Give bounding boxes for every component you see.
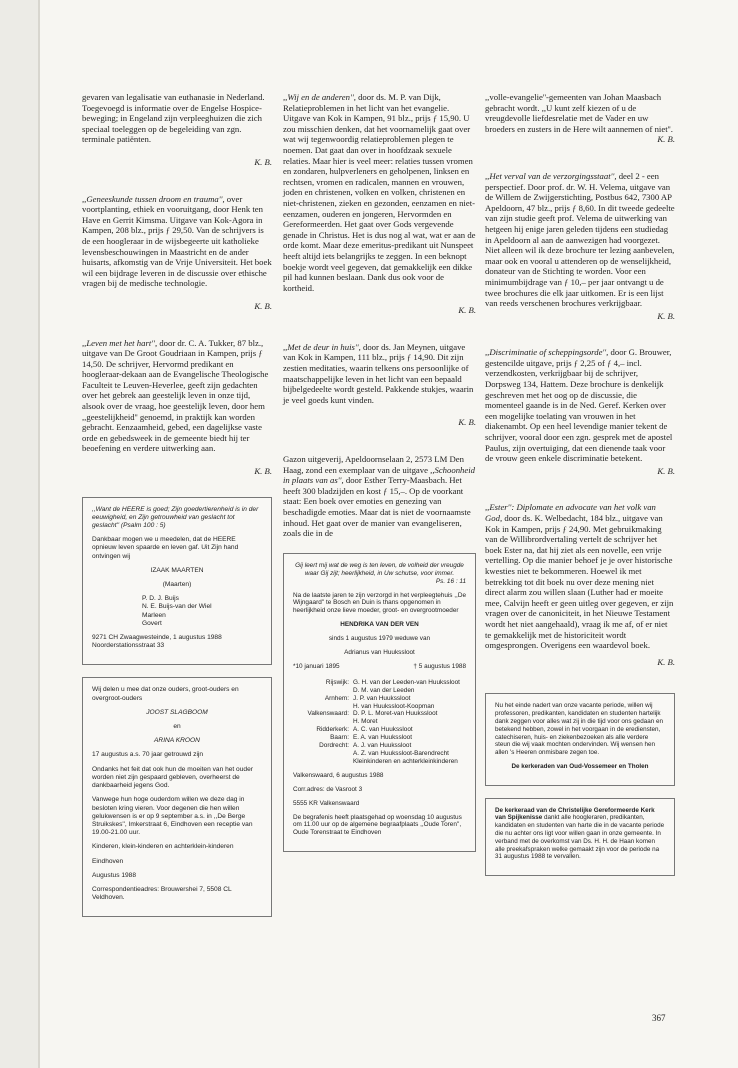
column-1 bbox=[82, 92, 272, 929]
family-place bbox=[293, 758, 349, 766]
family-place bbox=[293, 687, 349, 695]
family-place: Dordrecht: bbox=[319, 742, 349, 750]
parents-list bbox=[142, 595, 262, 628]
column-2 bbox=[283, 92, 476, 864]
article-signature: K. B. bbox=[254, 466, 272, 477]
anniversary-announcement bbox=[82, 677, 272, 917]
family-names: E. A. van Huukssloot bbox=[353, 734, 412, 742]
family-place: Baarn: bbox=[330, 734, 349, 742]
birth-date: *10 januari 1895 bbox=[293, 662, 340, 670]
family-list bbox=[293, 679, 466, 766]
article-body: gevaren van legalisatie van euthanasie in Nederland. Toegevoegd is informatie over de Engelse Hospice-beweging; in Engeland zijn verpleeghuizen die zich speciaal toeleggen op de begeleiding van zgn. terminale patiënten. bbox=[82, 92, 265, 145]
article-title: ,,Wij en de anderen'', bbox=[283, 92, 356, 102]
article-body: door dr. C. A. Tukker, 87 blz., uitgave van De Groot Goudriaan in Kampen, prijs ƒ 14,50. De schrijver, Hervormd predikant en hoogleraar-dekaan aan de Evangelische Theologische Faculteit te Leuven-Heverlee, geeft zijn gedachten over het gebrek aan geestelijk leven in onze tijd, alsook over de vraag, hoe geestelijk leven, door hem ,,geestelijkheid'' genoemd, in praktijk kan worden gebracht. Eenzaamheid, gebed, een dagelijkse vaste orde en gebedsweek in de gemeente biedt hij ter beoefening en verdere uitwerking aan. bbox=[82, 337, 269, 454]
article-body: door ds. K. Welbedacht, 184 blz., uitgave van Kok in Kampen, prijs ƒ 24,90. Met gebruikmaking van de Willibrordvertaling vertelt de schrijver het boek Ester na, dat hij ziet als een novelle, een vrije vertelling. Op die manier behoef je je over historische kwesties niet te bekommeren. Hoewel ik met betrekking tot dit boek nu over deze mening niet direct alarm zou willen slaan (Luther had er moeite mee, Calvijn heeft er geen uitleg over gegeven, er zijn vragen over de canoniciteit, in het Nieuwe Testament wordt het niet aangehaald), vraag ik me af, of er niet te gemakkelijk met de historiciteit wordt omgesprongen. Overigens een waardevol boek. bbox=[485, 513, 674, 651]
announcement-body: dankt alle hoogleraren, predikanten, kandidaten en studenten van harte die in de vacante periode die nu achter ons ligt voor willen gaan in onze gemeente. In verband met de overkomst van Ds. H. H. de Haan komen alle preekafspraken welke gemaakt zijn voor de periode na 31 augustus 1988 te vervallen. bbox=[495, 814, 665, 861]
couple-and: en bbox=[173, 723, 181, 731]
article-body: door G. Brouwer, gestencilde uitgave, prijs ƒ 2,25 of ƒ 4,– incl. verzendkosten, verkrijgbaar bij de schrijver, Dorpsweg 134, Hattem. Deze brochure is denkelijk geschreven met het oog op de discussie, die momenteel gaande is in de Ned. Geref. Kerken over een mogelijke toelating van vrouwen in het diakenambt. Op een heel levendige manier tekent de schrijver, vooral door een zgn. gesprek met de apostel Paulus, zijn overtuiging, dat een dienende taak voor de vrouw geen enkele discriminatie betekent. bbox=[485, 347, 673, 464]
family-names: A. Z. van Huukssloot-Barendrecht bbox=[353, 750, 449, 757]
page-number: 367 bbox=[652, 1013, 666, 1023]
correspondence-address: Corr.adres: de Vasroot 3 bbox=[293, 785, 363, 793]
burial-info: De begrafenis heeft plaatsgehad op woensdag 10 augustus om 11.00 uur op de algemene begraafplaats ,,Oude Toren'', Oude Torenstraat te Eindhoven bbox=[293, 813, 462, 837]
article-signature: K. B. bbox=[657, 656, 675, 667]
article-discriminatie bbox=[485, 347, 675, 476]
page-gutter bbox=[0, 0, 40, 1068]
married-years: 17 augustus a.s. 70 jaar getrouwd zijn bbox=[92, 751, 204, 759]
family-names: G. H. van der Leeden-van Huukssloot bbox=[353, 678, 460, 686]
article-signature: K. B. bbox=[458, 417, 476, 428]
family-names: J. P. van Huukssloot bbox=[353, 694, 411, 702]
birth-announcement bbox=[82, 497, 272, 666]
announcement-intro: Na de laatste jaren te zijn verzorgd in het verpleegtehuis ,,De Wijngaard'' te Bosch en Duin is thans opgenomen in heerlijkheid onze lieve moeder, groot- en overgrootmoeder bbox=[293, 591, 466, 615]
family-names: Kleinkinderen en achterkleinkinderen bbox=[353, 757, 458, 765]
family-place bbox=[293, 718, 349, 726]
signed-by: Kinderen, klein-kinderen en achterklein-kinderen bbox=[92, 843, 234, 851]
article-title: ,,Met de deur in huis'', bbox=[283, 341, 361, 352]
article-geneeskunde bbox=[82, 194, 272, 312]
bible-verse: ,,Want de HEERE is goed; Zijn goedertierenheid is in der eeuwigheid, en Zijn getrouwheid van geslacht tot geslacht'' (Psalm 100 : 5) bbox=[92, 505, 259, 530]
article-body: door Esther Terry-Maasbach. Het heeft 300 bladzijden en kost ƒ 15,–. Op de voorkant staat: Een boek over emoties en genezing van beschadigde emoties. Maar dat is niet de voornaamste inhoud. Het gaat over de manier van evangeliseren, zoals die in de bbox=[283, 475, 471, 539]
parent-name: P. D. J. Buijs bbox=[142, 595, 179, 603]
family-place bbox=[293, 703, 349, 711]
article-euthanasie bbox=[82, 92, 272, 168]
article-body: door ds. Jan Meynen, uitgave van Kok in Kampen, 111 blz., prijs ƒ 14,90. Dit zijn zestien meditaties, waarin telkens ons persoonlijke of maatschappelijke leven in het licht van een bepaald bijbelgedeelte wordt gesteld. Pakkende stukjes, waarin je veel goeds kunt vinden. bbox=[283, 341, 474, 405]
sibling-name: Govert bbox=[142, 619, 162, 627]
family-names: H. van Huukssloot-Koopman bbox=[353, 702, 435, 710]
family-place: Arnhem: bbox=[324, 694, 349, 702]
announcement-body: Nu het einde nadert van onze vacante periode, willen wij professoren, predikanten, kandidaten en studenten hartelijk dank zeggen voor alles wat zij in die tijd voor ons gedaan en betekend hebben, zowel in het voorgaan in de erediensten, catechiseren, huis- en ziekenbezoeken als alle verdere steun die wij vaak mochten ondervinden. Wij wensen hen allen 's Heeren onmisbare zegen toe. bbox=[495, 702, 664, 757]
article-leven-met-het-hart bbox=[82, 338, 272, 477]
article-title: ,,Schoonheid in plaats van as'', bbox=[283, 464, 476, 486]
couple-name-husband: JOOST SLAGBOOM bbox=[146, 708, 208, 716]
article-title: ,,Leven met het hart'', bbox=[82, 337, 158, 348]
article-title: ,,Ester'': Diplomate en advocate van het volk van God, bbox=[485, 502, 656, 523]
signed-date: Augustus 1988 bbox=[92, 871, 136, 879]
announcement-heading: De kerkeraad van de Christelijke Gereformeerde Kerk van Spijkenisse bbox=[495, 806, 655, 822]
family-place: Ridderkerk: bbox=[316, 726, 349, 734]
death-announcement bbox=[283, 553, 476, 852]
article-signature: K. B. bbox=[657, 134, 675, 145]
article-continuation bbox=[485, 92, 675, 145]
family-names: A. J. van Huukssloot bbox=[353, 742, 412, 750]
child-name: IZAAK MAARTEN bbox=[150, 566, 204, 574]
article-signature: K. B. bbox=[254, 156, 272, 167]
family-place bbox=[293, 750, 349, 758]
announcement-signature: De kerkeraden van Oud-Vossemeer en Tholen bbox=[511, 762, 649, 770]
thanks-announcement-tholen bbox=[485, 693, 675, 785]
call-name: (Maarten) bbox=[162, 581, 192, 589]
article-verzorgingsstaat bbox=[485, 171, 675, 321]
column-3 bbox=[485, 92, 675, 888]
announcement-address: 9271 CH Zwaagwesteinde, 1 augustus 1988 Noorderstationsstraat 33 bbox=[92, 634, 222, 650]
signed-city: Eindhoven bbox=[92, 857, 124, 865]
article-wij-en-de-anderen bbox=[283, 92, 476, 316]
bible-verse: Gij leert mij wat de weg is ten leven, de volheid der vreugde waar Gij zijt; heerlijkheid, in Uw schutse, voor immer. bbox=[295, 561, 464, 577]
place-date: Valkenswaard, 6 augustus 1988 bbox=[293, 771, 384, 779]
deceased-name: HENDRIKA VAN DER VEN bbox=[340, 621, 419, 629]
family-names: A. C. van Huukssloot bbox=[353, 726, 413, 734]
article-intro: Gazon uitgeverij, Apeldoornselaan 2, 2573 LM Den Haag, zond een exemplaar van de uitgave bbox=[283, 454, 464, 475]
announcement-intro: Dankbaar mogen we u meedelen, dat de HEERE opnieuw leven spaarde en leven gaf. Uit Zijn hand ontvingen wij bbox=[92, 536, 239, 560]
announcement-intro: Wij delen u mee dat onze ouders, groot-ouders en overgroot-ouders bbox=[92, 686, 239, 702]
family-names: D. P. L. Moret-van Huukssloot bbox=[353, 710, 438, 718]
article-signature: K. B. bbox=[657, 310, 675, 321]
article-title: ,,Het verval van de verzorgingsstaat'', bbox=[485, 170, 617, 181]
article-body: ,,volle-evangelie''-gemeenten van Johan Maasbach gebracht wordt. ,,U kunt zelf kiezen of u de vreugdevolle liefdesrelatie met de Vader en uw broeders en zusters in de Here wilt aannemen of niet''. bbox=[485, 92, 673, 134]
article-body: door ds. M. P. van Dijk, Relatieproblemen in het licht van het evangelie. Uitgave van Kok in Kampen, 91 blz., prijs ƒ 15,90. U zou misschien denken, dat het voornamelijk gaat over wat wij tegenwoordig relatieproblemen plegen te noemen. Dat gaat dan over in hoofdzaak sexuele relaties. Maar hier is veel meer: relaties tussen vromen en zondaren, hulpverleners en geholpenen, linksen en rechtsen, vromen en radicalen, mannen en vrouwen, joden en christenen, volken en volken, christenen en niet-christenen, zieken en gezonden, eenzamen en niet-eenzamen, ouderen en jongeren, Hervormden en Gereformeerden. Het gaat over Gods vergevende genade in Christus. Het is dus nog al wat, wat er aan de orde komt. Maar deze emeritus-predikant uit Nunspeet heeft altijd iets belangrijks te zeggen. In een beknopt boekje wordt veel gegeven, dat gemakkelijk een dikke pil had kunnen beslaan. Dank dus ook voor de kortheid. bbox=[283, 92, 476, 293]
article-body: over voortplanting, ethiek en vooruitgang, door Henk ten Have en Gerrit Kimsma. Uitgave van Kok-Agora in Kampen, 208 blz., prijs ƒ 29,50. Van de schrijvers is de een hoogleraar in de wijsbegeerte uit katholieke levensbeschouwingen in Maastricht en de ander huisarts, afkomstig van de Vrije Universiteit. Het boek wil een bijdrage leveren in de discussie over ethische vragen bij de medische technologie. bbox=[82, 193, 272, 289]
family-names: H. Moret bbox=[353, 718, 378, 726]
thanks-announcement-spijkenisse bbox=[485, 798, 675, 877]
article-met-de-deur-in-huis bbox=[283, 342, 476, 428]
article-signature: K. B. bbox=[254, 300, 272, 311]
article-title: ,,Geneeskunde tussen droom en trauma'', bbox=[82, 193, 225, 204]
death-date: † 5 augustus 1988 bbox=[413, 662, 466, 670]
page-gutter-edge bbox=[38, 0, 40, 1068]
life-dates bbox=[293, 663, 466, 671]
husband-name: Adrianus van Huukssloot bbox=[344, 649, 415, 657]
postcode-city: 5555 KR Valkenswaard bbox=[293, 799, 360, 807]
widow-since: sinds 1 augustus 1979 weduwe van bbox=[328, 635, 431, 643]
sibling-name: Marleen bbox=[142, 611, 166, 619]
article-signature: K. B. bbox=[458, 305, 476, 316]
article-signature: K. B. bbox=[657, 465, 675, 476]
parent-name: N. E. Buijs-van der Wiel bbox=[142, 603, 212, 611]
family-names: D. M. van der Leeden bbox=[353, 686, 415, 694]
article-title: ,,Discriminatie of scheppingsorde'', bbox=[485, 347, 609, 358]
article-schoonheid bbox=[283, 454, 476, 539]
family-place: Valkenswaard: bbox=[307, 710, 349, 718]
article-ester bbox=[485, 502, 675, 667]
couple-name-wife: ARINA KROON bbox=[154, 737, 200, 745]
gratitude-text: Ondanks het feit dat ook hun de moeiten van het ouder worden niet zijn gespaard gebleven, overheerst de dankbaarheid jegens God. bbox=[92, 765, 253, 790]
reception-text: Vanwege hun hoge ouderdom willen we deze dag in besloten kring vieren. Voor degenen die hen willen gelukwensen is er op 9 september a.s. in ,,De Berge Struikskes'', Imkerstraat 6, Eindhoven een receptie van 19.00-21.00 uur. bbox=[92, 796, 253, 837]
article-body: deel 2 - een perspectief. Door prof. dr. W. H. Velema, uitgave van de Willem de Zwijgerstichting, Postbus 642, 7300 AP Apeldoorn, 47 blz., prijs ƒ 8,60. In dit tweede gedeelte van zijn studie geeft prof. Velema de uitwerking van hetgeen hij enige jaren geleden tijdens een studiedag in Apeldoorn al aan de aanwezigen had voorgezet. Niet alleen wil ik deze brochure ter lezing aanbevelen, maar ook en vooral u attenderen op de wenselijkheid, donateur van de Stichting te worden. Voor een minimumbijdrage van ƒ 10,– per jaar ontvangt u de twee brochures die elk jaar uitkomen. Er is een lijst van reeds verschenen brochures verkrijgbaar. bbox=[485, 170, 675, 309]
family-place: Rijswijk: bbox=[325, 678, 349, 686]
correspondence-address: Correspondentieadres: Brouwershei 7, 5508 CL Veldhoven. bbox=[92, 885, 232, 902]
bible-reference: Ps. 16 : 11 bbox=[435, 577, 466, 585]
